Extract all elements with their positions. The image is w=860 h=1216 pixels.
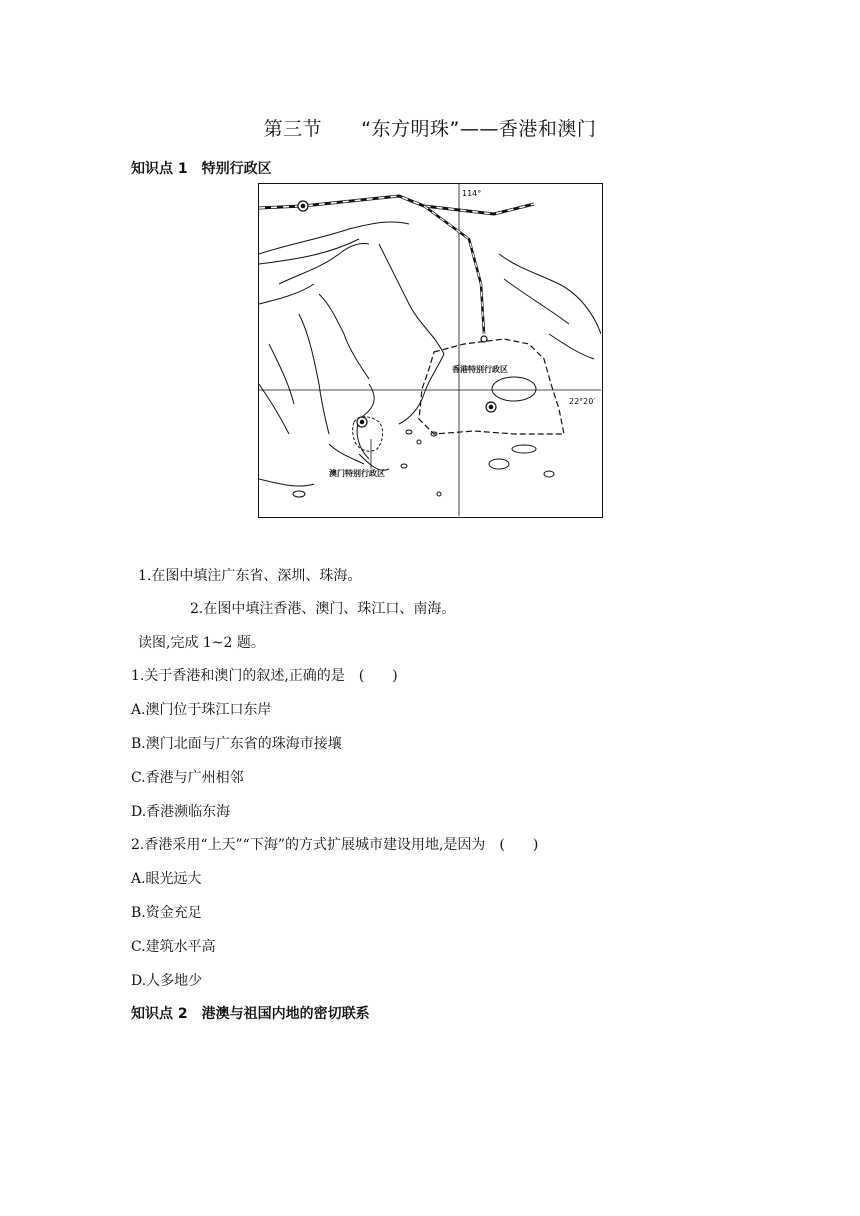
city-marker-shenzhen: [481, 336, 487, 342]
macau-sar-label: 澳门特别行政区: [329, 469, 385, 478]
longitude-label: 114°: [462, 189, 482, 198]
latitude-label: 22°20′: [569, 397, 596, 406]
question-1-option-a: A.澳门位于珠江口东岸: [131, 702, 272, 718]
task-1: 1.在图中填注广东省、深圳、珠海。: [138, 568, 362, 584]
city-marker-macau: [357, 417, 367, 427]
pearl-river-delta-map: [258, 183, 603, 518]
question-1-stem: 1.关于香港和澳门的叙述,正确的是 ( ): [131, 668, 398, 684]
task-2: 2.在图中填注香港、澳门、珠江口、南海。: [190, 601, 456, 617]
question-1-option-b: B.澳门北面与广东省的珠海市接壤: [131, 736, 342, 752]
question-1-option-c: C.香港与广州相邻: [131, 770, 244, 786]
hk-boundary: [419, 339, 564, 434]
question-2-option-c: C.建筑水平高: [131, 939, 216, 955]
hk-sar-label: 香港特别行政区: [452, 365, 508, 374]
question-2-option-a: A.眼光远大: [131, 871, 202, 887]
instruction-text: 读图,完成 1~2 题。: [138, 635, 265, 651]
section-heading-2: 知识点 2 港澳与祖国内地的密切联系: [131, 1006, 370, 1022]
city-marker-guangzhou: [298, 201, 308, 211]
railway-line: [259, 196, 534, 334]
question-2-option-b: B.资金充足: [131, 905, 202, 921]
coastline: [259, 222, 601, 486]
question-1-option-d: D.香港濒临东海: [131, 804, 231, 820]
question-2-stem: 2.香港采用“上天”“下海”的方式扩展城市建设用地,是因为 ( ): [131, 837, 539, 853]
page-title: 第三节 “东方明珠”——香港和澳门: [263, 118, 597, 140]
city-marker-hongkong: [486, 402, 496, 412]
question-2-option-d: D.人多地少: [131, 973, 203, 989]
section-heading-1: 知识点 1 特别行政区: [131, 161, 272, 177]
